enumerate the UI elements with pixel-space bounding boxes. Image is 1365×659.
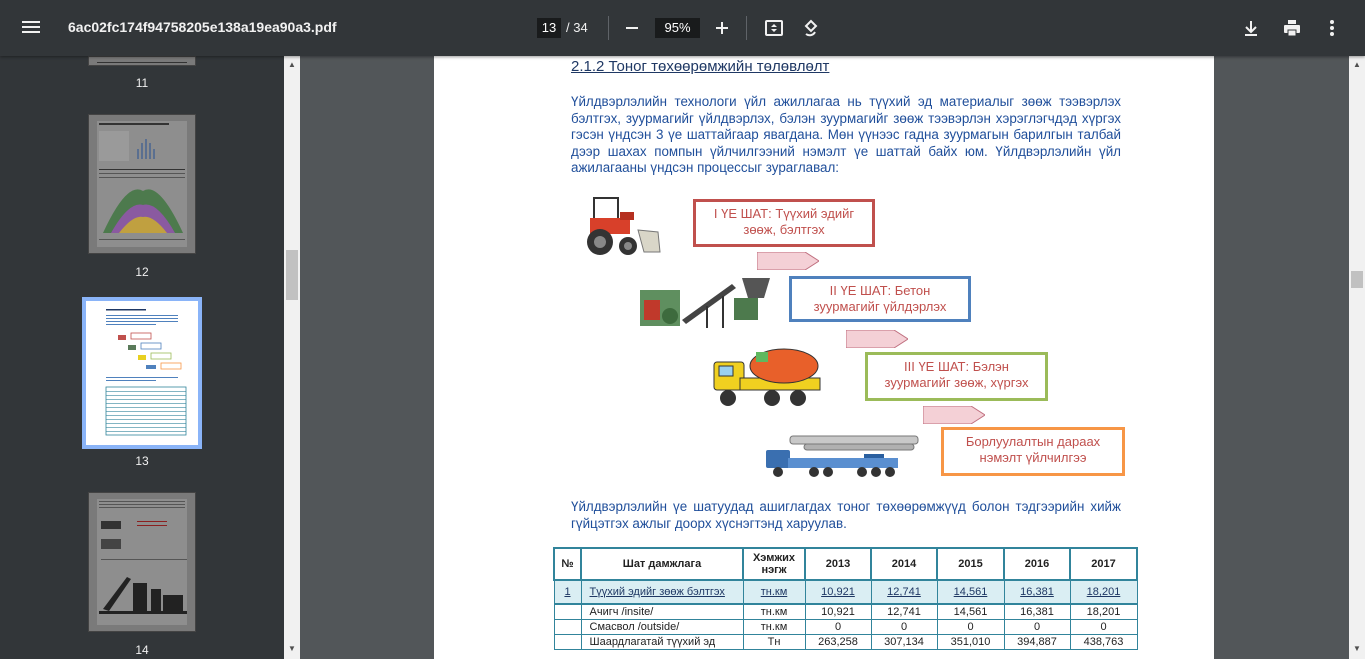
stage-3-line1: III ҮЕ ШАТ: Бэлэн — [904, 359, 1009, 374]
table-cell: 0 — [937, 619, 1004, 634]
table-cell: 10,921 — [805, 604, 871, 619]
chevron-down-icon — [923, 406, 985, 424]
thumbnail-page-12[interactable] — [88, 114, 196, 254]
toolbar-divider — [746, 16, 747, 40]
table-cell: тн.км — [743, 604, 805, 619]
plus-icon[interactable] — [708, 14, 736, 42]
table-cell: 16,381 — [1004, 604, 1070, 619]
table-cell: 263,258 — [805, 634, 871, 649]
stage-4-line1: Борлуулалтын дараах — [965, 434, 1101, 449]
table-row — [554, 619, 1137, 634]
table-cell: 12,741 — [871, 604, 937, 619]
stage-3-box — [865, 352, 1048, 401]
stage-1-box — [693, 199, 875, 247]
table-cell: 14,561 — [937, 604, 1004, 619]
table-row — [554, 580, 1137, 604]
page-number-input[interactable]: 13 — [537, 18, 561, 38]
zoom-input[interactable]: 95% — [655, 18, 700, 38]
print-icon[interactable] — [1278, 14, 1306, 42]
table-cell: 0 — [805, 619, 871, 634]
table-cell: Шаардлагатай түүхий эд — [581, 634, 743, 649]
equipment-table — [553, 547, 1138, 650]
mixer-truck-icon — [710, 346, 826, 410]
thumbnail-label: 12 — [135, 265, 149, 279]
table-cell: 12,741 — [871, 580, 937, 604]
table-header-row — [554, 548, 1137, 580]
download-icon[interactable] — [1237, 14, 1265, 42]
stage-2-box — [789, 276, 971, 322]
table-cell: 394,887 — [1004, 634, 1070, 649]
col-stage: Шат дамжлага — [581, 548, 743, 580]
chevron-down-icon — [757, 252, 819, 270]
stage-4-box — [941, 427, 1125, 476]
col-2014: 2014 — [871, 548, 937, 580]
scroll-down-arrow-icon[interactable]: ▼ — [1353, 644, 1361, 653]
stage-1-line2: зөөж, бэлтгэх — [743, 222, 825, 237]
table-cell: 1 — [554, 580, 581, 604]
scroll-down-arrow-icon[interactable]: ▼ — [288, 644, 296, 653]
minus-icon[interactable] — [618, 14, 646, 42]
table-cell: 0 — [1070, 619, 1137, 634]
chevron-down-icon — [846, 330, 908, 348]
table-cell: 0 — [1004, 619, 1070, 634]
table-cell: тн.км — [743, 580, 805, 604]
pdf-page — [434, 56, 1214, 659]
thumbnail-label: 14 — [135, 643, 149, 657]
hamburger-menu-icon[interactable] — [22, 18, 46, 38]
section-heading: 2.1.2 Тоног төхөөрөмжийн төлөвлөлт — [571, 58, 830, 75]
toolbar-divider — [608, 16, 609, 40]
table-cell: 0 — [871, 619, 937, 634]
thumbnail-content — [97, 499, 187, 625]
table-cell: 10,921 — [805, 580, 871, 604]
intro-paragraph: Үйлдвэрлэлийн технологи үйл ажиллагаа нь түүхий эд материалыг зөөж тээвэрлэх бэлтгэх, зуурмагийг үйлдвэрлэх, бэлэн зуурмагийг зөөж тээвэрлэн хэрэглэгчдэд хүргэх гэсэн үндсэн 3 үе шаттайгаар явагдана. Мөн үүнээс гадна зуурмагын барилгын талбай дээр шахах помпын үйлчилгээний нэмэлт үе шаттай байх юм. Үйлдвэрлэлийн үйл ажилагааны үндсэн процессыг зураглавал: — [571, 94, 1121, 175]
sidebar-scrollbar[interactable] — [284, 56, 300, 659]
tractor-icon — [580, 194, 662, 258]
sidebar-scrollbar-thumb[interactable] — [286, 250, 298, 300]
rotate-icon[interactable] — [797, 14, 825, 42]
thumbnail-label: 11 — [135, 76, 149, 90]
table-cell — [554, 604, 581, 619]
more-vert-icon[interactable] — [1318, 14, 1346, 42]
thumbnail-content — [97, 121, 187, 247]
stage-2-line2: зуурмагийг үйлдэрлэх — [813, 299, 947, 314]
table-cell: Түүхий эдийг зөөж бэлтгэх — [581, 580, 743, 604]
file-name: 6ac02fc174f94758205e138a19ea90a3.pdf — [68, 19, 337, 35]
main-scrollbar-thumb[interactable] — [1351, 271, 1363, 288]
col-2015: 2015 — [937, 548, 1004, 580]
concrete-pump-icon — [764, 432, 940, 480]
col-number: № — [554, 548, 581, 580]
thumbnail-page-14[interactable] — [88, 492, 196, 632]
thumbnail-label: 13 — [135, 454, 149, 468]
table-cell: 16,381 — [1004, 580, 1070, 604]
table-cell: 351,010 — [937, 634, 1004, 649]
table-row — [554, 634, 1137, 649]
table-cell: 14,561 — [937, 580, 1004, 604]
batching-plant-icon — [636, 276, 772, 334]
thumbnail-page-11[interactable] — [88, 56, 196, 66]
page-total: / 34 — [566, 20, 588, 35]
pdf-toolbar — [0, 0, 1365, 56]
fit-page-icon[interactable] — [760, 14, 788, 42]
col-2016: 2016 — [1004, 548, 1070, 580]
table-cell: 18,201 — [1070, 604, 1137, 619]
table-cell: 18,201 — [1070, 580, 1137, 604]
main-scrollbar[interactable] — [1349, 56, 1365, 659]
stage-4-line2: нэмэлт үйлчилгээ — [979, 450, 1087, 465]
scroll-up-arrow-icon[interactable]: ▲ — [1353, 60, 1361, 69]
table-cell: 307,134 — [871, 634, 937, 649]
stage-1-line1: I ҮЕ ШАТ: Түүхий эдийг — [713, 206, 855, 221]
col-2017: 2017 — [1070, 548, 1137, 580]
scroll-up-arrow-icon[interactable]: ▲ — [288, 60, 296, 69]
col-2013: 2013 — [805, 548, 871, 580]
table-cell — [554, 634, 581, 649]
table-cell: Тн — [743, 634, 805, 649]
stage-2-line1: II ҮЕ ШАТ: Бетон — [829, 283, 931, 298]
table-cell: Ачигч /insite/ — [581, 604, 743, 619]
outro-paragraph: Үйлдвэрлэлийн үе шатуудад ашиглагдах тоног төхөөрөмжүүд болон тэдгээрийн хийж гүйцэтгэх ажлыг доорх хүснэгтэнд харуулав. — [571, 499, 1121, 531]
stage-3-line2: зуурмагийг зөөж, хүргэх — [884, 375, 1029, 390]
table-cell: 438,763 — [1070, 634, 1137, 649]
col-unit: Хэмжих нэгж — [743, 548, 805, 580]
table-row — [554, 604, 1137, 619]
table-cell — [554, 619, 581, 634]
thumbnail-page-13[interactable] — [82, 297, 202, 449]
table-cell: тн.км — [743, 619, 805, 634]
table-cell: Смасвол /outside/ — [581, 619, 743, 634]
